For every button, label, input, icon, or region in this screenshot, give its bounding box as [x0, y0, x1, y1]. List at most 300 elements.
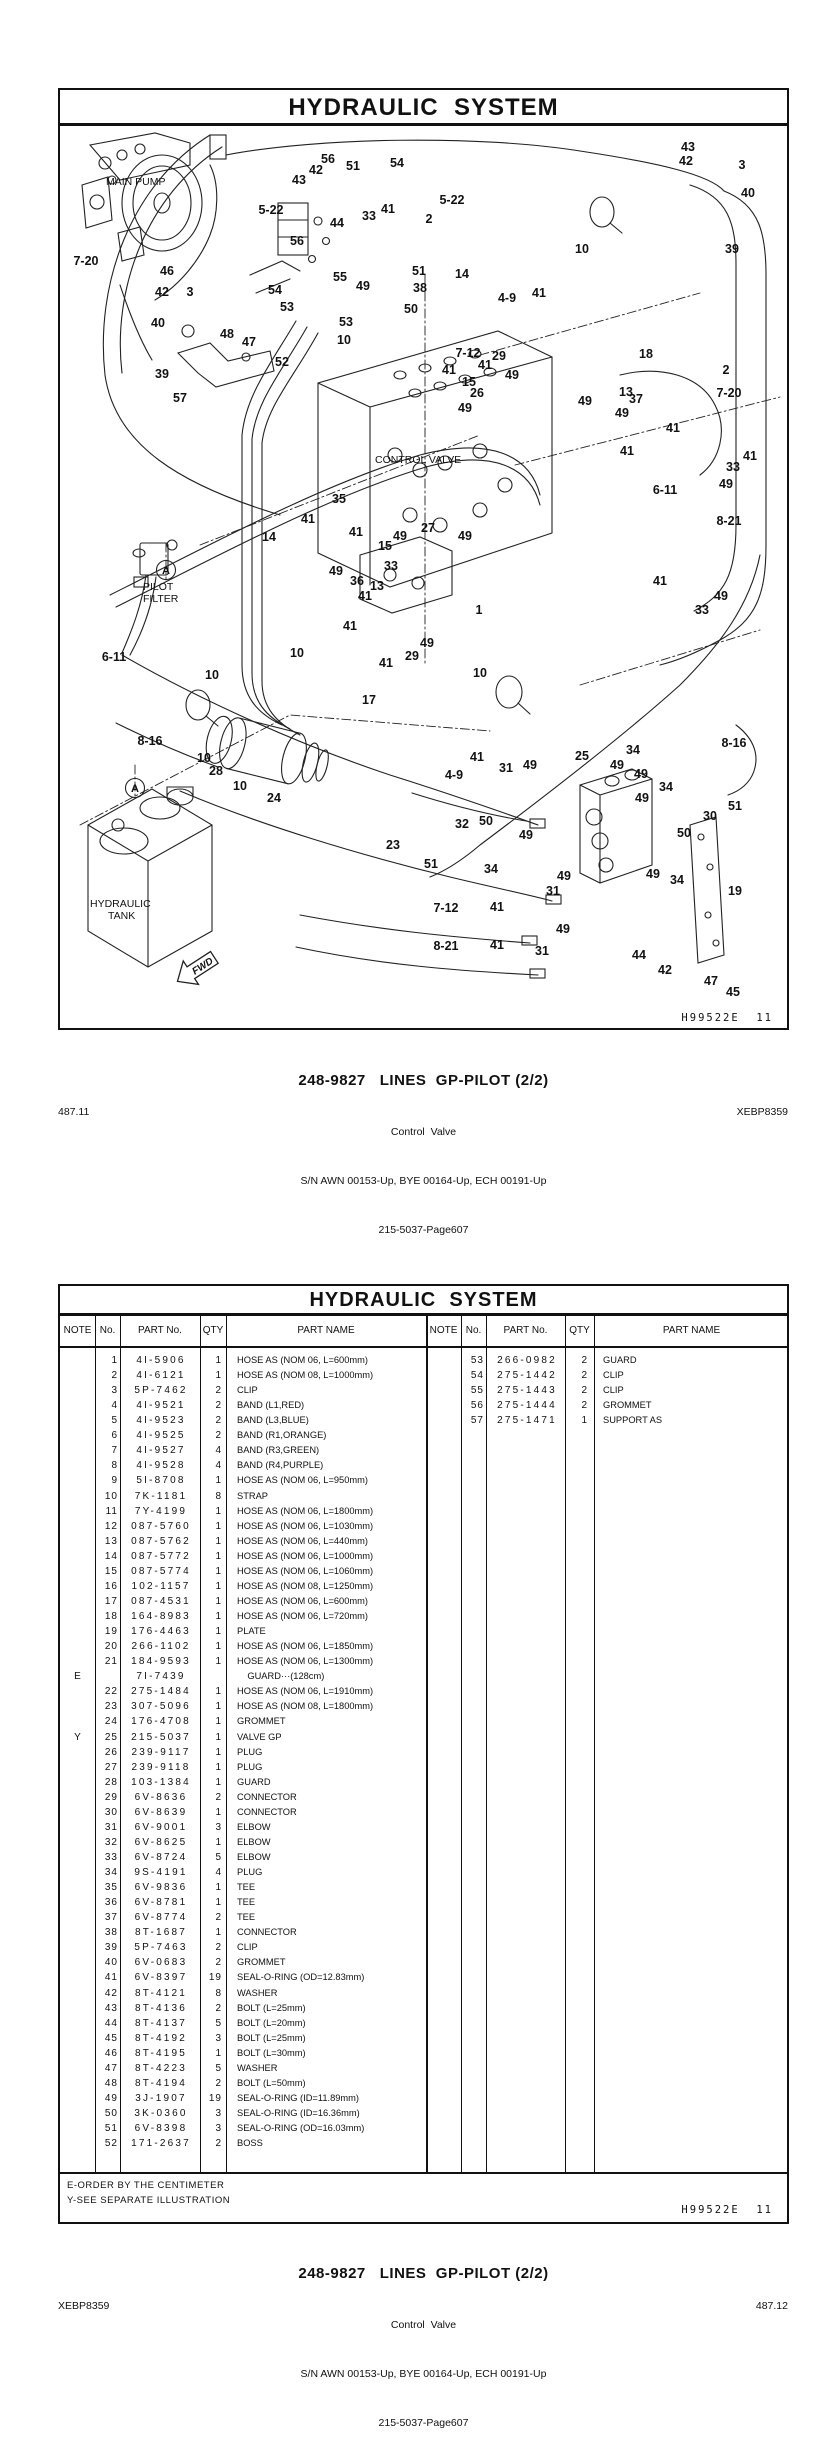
cell-no: 10 [104, 1490, 118, 1502]
callout-number: 23 [386, 838, 400, 852]
callout-number: 49 [329, 564, 343, 578]
cell-part-name: HOSE AS (NOM 06, L=720mm) [237, 1611, 368, 1622]
callout-number: 47 [242, 335, 256, 349]
cell-part-number: 6V-8397 [134, 1972, 188, 1984]
cell-part-name: PLUG [237, 1761, 263, 1772]
cell-qty: 1 [215, 1731, 222, 1743]
callout-number: 40 [151, 316, 165, 330]
callout-number: 33 [384, 559, 398, 573]
cell-note [60, 1896, 95, 1909]
filter-cylinder-art [201, 712, 333, 792]
svg-text:FWD: FWD [190, 955, 216, 978]
cell-no: 54 [470, 1370, 484, 1382]
cell-part-name: HOSE AS (NOM 06, L=1030mm) [237, 1520, 374, 1531]
callout-number: 33 [726, 460, 740, 474]
callout-number: 56 [290, 234, 304, 248]
cell-no: 39 [104, 1942, 118, 1954]
cell-no: 50 [104, 2108, 118, 2119]
col-header-note-r: NOTE [429, 1325, 458, 1336]
callout-number: 49 [356, 279, 370, 293]
cell-part-name: CLIP [603, 1385, 624, 1396]
cell-part-number: 4I-9521 [136, 1400, 186, 1412]
cell-qty [196, 1670, 222, 1683]
callout-number: 7-12 [455, 346, 481, 360]
cell-note [60, 1474, 95, 1487]
callout-number: 27 [421, 521, 435, 535]
callout-number: 41 [301, 512, 315, 526]
col-header-part-l: PART No. [138, 1325, 182, 1336]
cell-part-number: 8T-4223 [134, 2062, 188, 2074]
cell-no: 32 [104, 1836, 118, 1848]
callout-number: 15 [378, 539, 392, 553]
cell-part-name: HOSE AS (NOM 08, L=1250mm) [237, 1580, 374, 1591]
cell-note [60, 1444, 95, 1457]
callout-number: 42 [658, 963, 672, 977]
cell-note [60, 1610, 95, 1623]
cell-part-number: 4I-9527 [136, 1445, 186, 1457]
cell-part-number: 6V-9836 [134, 1882, 188, 1894]
callout-number: 49 [635, 791, 649, 805]
cell-note [426, 1354, 461, 1367]
callout-number: 34 [670, 873, 684, 887]
cell-part-number: 8T-4136 [134, 2002, 188, 2014]
callout-number: 10 [233, 779, 247, 793]
col-header-name-r: PART NAME [662, 1325, 721, 1336]
cell-part-name: HOSE AS (NOM 06, L=1060mm) [237, 1565, 374, 1576]
cell-qty: 1 [215, 1897, 222, 1909]
cell-note [60, 1971, 95, 1984]
callout-number: 2 [425, 212, 433, 226]
cell-part-name: GROMMET [237, 1716, 286, 1727]
cell-note [60, 2092, 95, 2105]
cell-no: 3 [111, 1385, 118, 1397]
cell-no: 2 [111, 1370, 118, 1382]
cell-note [60, 1761, 95, 1774]
svg-text:A: A [162, 565, 170, 577]
cell-qty: 1 [215, 1355, 222, 1366]
cell-part-number: 6V-9001 [134, 1821, 188, 1833]
callout-number: 8-16 [721, 736, 747, 750]
cell-qty: 1 [215, 1716, 222, 1728]
cell-part-name: TEE [237, 1897, 256, 1908]
cell-note [60, 1429, 95, 1442]
callout-number: 49 [523, 758, 537, 772]
callout-number: 49 [519, 828, 533, 842]
cell-qty: 1 [215, 1686, 222, 1698]
cell-part-name: SEAL-O-RING (ID=16.36mm) [237, 2108, 360, 2118]
cell-qty: 2 [215, 1415, 222, 1427]
callout-number: 10 [290, 646, 304, 660]
cell-part-number: 087-4531 [131, 1595, 191, 1607]
cell-note [60, 1821, 95, 1834]
cell-note [60, 1685, 95, 1698]
callout-number: 50 [404, 302, 418, 316]
cell-part-number: 6V-8639 [134, 1806, 188, 1818]
cell-qty: 8 [215, 1987, 222, 1999]
callout-number: 45 [726, 985, 740, 999]
cell-qty: 2 [215, 2002, 222, 2014]
cell-qty: 1 [215, 1580, 222, 1592]
page2-number: 487.12 [755, 2300, 788, 2312]
cell-note [60, 1806, 95, 1819]
cell-qty: 8 [215, 1490, 222, 1502]
cell-part-number: 9S-4191 [134, 1867, 188, 1879]
callout-number: 49 [458, 401, 472, 415]
callout-number: 32 [455, 817, 469, 831]
cell-part-number: 307-5096 [131, 1701, 191, 1713]
cell-qty: 1 [215, 1882, 222, 1894]
cell-part-name: BAND (R4,PURPLE) [237, 1460, 324, 1471]
callout-number: 41 [379, 656, 393, 670]
callout-number: 14 [262, 530, 276, 544]
cell-note [60, 1565, 95, 1578]
cell-qty: 4 [215, 1867, 222, 1879]
callout-number: 49 [505, 368, 519, 382]
cell-qty: 2 [215, 1791, 222, 1803]
cell-part-name: CONNECTOR [237, 1927, 297, 1938]
cell-no: 16 [104, 1580, 118, 1592]
cell-note [60, 2077, 95, 2090]
cell-part-name: STRAP [237, 1490, 268, 1501]
cell-qty: 5 [215, 2017, 222, 2029]
cell-part-number: 164-8983 [131, 1611, 191, 1623]
page1-frame [58, 88, 789, 1030]
cell-part-number: 275-1443 [497, 1385, 557, 1397]
cell-no: 14 [104, 1550, 118, 1562]
cell-no: 51 [104, 2123, 118, 2135]
cell-note: E [74, 1671, 81, 1683]
diagram-text-label: FILTER [143, 593, 179, 605]
callout-number: 43 [292, 173, 306, 187]
cell-note: Y [74, 1731, 81, 1743]
cell-part-name: CLIP [603, 1370, 624, 1381]
footnote-e: E-ORDER BY THE CENTIMETER [67, 2180, 225, 2191]
cell-part-name: SEAL-O-RING (OD=16.03mm) [237, 2123, 365, 2134]
cell-part-number: 275-1442 [497, 1370, 557, 1382]
callout-number: 4-9 [444, 768, 464, 782]
cell-no: 5 [111, 1415, 118, 1427]
cell-no: 37 [104, 1912, 118, 1924]
cell-qty: 1 [215, 1641, 222, 1653]
cell-part-name: PLUG [237, 1867, 263, 1878]
cell-part-number: 6V-8774 [134, 1912, 188, 1924]
cell-part-name: HOSE AS (NOM 06, L=440mm) [237, 1535, 368, 1546]
cell-qty: 1 [215, 1701, 222, 1713]
callout-number: 2 [722, 363, 730, 377]
callout-number: 31 [546, 884, 560, 898]
col-header-qty-r: QTY [569, 1325, 590, 1336]
callout-number: 18 [639, 347, 653, 361]
cell-qty: 3 [215, 2108, 222, 2119]
cell-part-number: 6V-8398 [134, 2123, 188, 2135]
caption-part-title: 248-9827 LINES GP-PILOT (2/2) [298, 2265, 549, 2282]
cell-note [60, 1640, 95, 1653]
cell-part-name: BOSS [237, 2138, 263, 2149]
cell-part-number: 266-1102 [131, 1641, 191, 1653]
cell-part-number: 6V-8724 [134, 1851, 188, 1863]
caption-subtitle: Control Valve [390, 1126, 457, 1138]
cell-qty: 1 [581, 1415, 588, 1427]
cell-note [60, 1550, 95, 1563]
cell-no: 29 [104, 1791, 118, 1803]
cell-part-name: CONNECTOR [237, 1791, 297, 1802]
cell-part-number: 8T-1687 [134, 1927, 188, 1939]
callout-number: 1 [475, 603, 483, 617]
page1-form-code: XEBP8359 [736, 1106, 788, 1118]
cell-part-name: HOSE AS (NOM 08, L=1800mm) [237, 1701, 374, 1712]
plate-art [690, 817, 724, 963]
page1-title: HYDRAULIC SYSTEM [288, 94, 559, 121]
cell-part-name: HOSE AS (NOM 06, L=1300mm) [237, 1656, 374, 1667]
callout-number: 49 [714, 589, 728, 603]
page1-number: 487.11 [58, 1106, 90, 1118]
callout-number: 46 [160, 264, 174, 278]
diagram-text-label: CONTROL VALVE [375, 454, 462, 466]
cell-part-name: BOLT (L=25mm) [237, 2032, 306, 2043]
page2-caption [58, 2229, 789, 2447]
drawing-code-page1: H99522E 11 [681, 1012, 773, 1024]
cell-qty: 2 [215, 1385, 222, 1397]
callout-number: 50 [677, 826, 691, 840]
hose-left-arc [103, 135, 280, 515]
cell-note [60, 1881, 95, 1894]
cell-note [60, 1625, 95, 1638]
cell-qty: 1 [215, 2047, 222, 2059]
cell-no: 44 [104, 2017, 118, 2029]
cell-part-number: 239-9118 [131, 1761, 191, 1773]
cell-qty: 1 [215, 1505, 222, 1517]
cell-no: 26 [104, 1746, 118, 1758]
cell-qty: 2 [581, 1385, 588, 1397]
callout-number: 41 [442, 363, 456, 377]
cell-note [60, 2122, 95, 2135]
cell-part-number: 4I-9525 [136, 1430, 186, 1442]
callout-number: 41 [470, 750, 484, 764]
cell-qty: 2 [215, 2138, 222, 2150]
cell-note [60, 2107, 95, 2120]
cell-part-name: CLIP [237, 1942, 258, 1953]
cell-note [60, 2062, 95, 2075]
cell-part-name: WASHER [237, 2062, 278, 2073]
cell-no: 24 [104, 1716, 118, 1728]
cell-qty: 2 [581, 1355, 588, 1366]
cell-qty: 1 [215, 1535, 222, 1547]
callout-number: 41 [620, 444, 634, 458]
callout-number: 31 [499, 761, 513, 775]
callout-number: 41 [490, 900, 504, 914]
cell-part-number: 4I-9523 [136, 1415, 186, 1427]
cell-part-number: 184-9593 [131, 1656, 191, 1668]
callout-number: 53 [339, 315, 353, 329]
callout-number: 42 [679, 154, 693, 168]
cell-part-number: 087-5774 [131, 1565, 191, 1577]
cell-part-name: PLUG [237, 1746, 263, 1757]
callout-number: 49 [458, 529, 472, 543]
pilot-valve-block-art [580, 769, 652, 883]
callout-number: 49 [578, 394, 592, 408]
caption-pageref: 215-5037-Page607 [378, 2417, 469, 2429]
cell-part-name: ELBOW [237, 1836, 271, 1847]
cell-note [60, 1655, 95, 1668]
caption-subtitle: Control Valve [390, 2319, 457, 2331]
cell-part-number: 102-1157 [131, 1580, 191, 1592]
cell-no: 35 [104, 1882, 118, 1894]
cell-qty: 1 [215, 1656, 222, 1668]
cell-part-number: 7Y-4199 [134, 1505, 188, 1517]
cell-qty: 2 [215, 2077, 222, 2089]
cell-part-number: 8T-4121 [134, 1987, 188, 1999]
cell-qty: 2 [215, 1912, 222, 1924]
cell-part-number: 5I-8708 [136, 1475, 186, 1487]
cell-no: 30 [104, 1806, 118, 1818]
callout-number: 34 [626, 743, 640, 757]
callout-number: 55 [333, 270, 347, 284]
callout-number: 3 [738, 158, 746, 172]
callout-number: 36 [350, 574, 364, 588]
callout-number: 33 [362, 209, 376, 223]
callout-number: 34 [484, 862, 498, 876]
drawing-code-page2: H99522E 11 [681, 2204, 773, 2216]
cell-note [60, 2002, 95, 2015]
callout-number: 43 [681, 140, 695, 154]
callout-number: 30 [703, 809, 717, 823]
cell-qty: 1 [215, 1475, 222, 1487]
cell-part-name: HOSE AS (NOM 06, L=600mm) [237, 1595, 368, 1606]
cell-qty: 1 [215, 1746, 222, 1758]
cell-part-name: GUARD···(128cm) [237, 1671, 325, 1682]
cell-part-number: 176-4463 [131, 1626, 191, 1638]
col-header-no-l: No. [99, 1325, 116, 1336]
parts-table-left [60, 1286, 426, 2172]
callout-number: 49 [634, 767, 648, 781]
cell-part-number: 8T-4194 [134, 2077, 188, 2089]
callout-number: 10 [197, 751, 211, 765]
callout-number: 51 [424, 857, 438, 871]
callout-number: 50 [479, 814, 493, 828]
cell-note [60, 1384, 95, 1397]
cell-note [60, 1941, 95, 1954]
callout-number: 38 [413, 281, 427, 295]
cell-part-number: 239-9117 [131, 1746, 191, 1758]
cell-qty: 3 [215, 2123, 222, 2135]
cell-part-name: HOSE AS (NOM 06, L=950mm) [237, 1475, 368, 1486]
cell-no: 27 [104, 1761, 118, 1773]
callout-number: 15 [462, 375, 476, 389]
callout-number: 42 [155, 285, 169, 299]
cell-qty: 1 [215, 1626, 222, 1638]
cell-no: 55 [470, 1385, 484, 1397]
callout-number: 51 [346, 159, 360, 173]
cell-no: 21 [104, 1656, 118, 1668]
cell-note [60, 1987, 95, 2000]
cell-no: 52 [104, 2138, 118, 2150]
cell-no: 38 [104, 1927, 118, 1939]
cell-qty: 1 [215, 1565, 222, 1577]
callout-number: 44 [632, 948, 646, 962]
cell-note [60, 1595, 95, 1608]
cell-part-number: 8T-4192 [134, 2032, 188, 2044]
caption-serials: S/N AWN 00153-Up, BYE 00164-Up, ECH 00191-Up [300, 2368, 547, 2380]
parts-table-right [426, 1286, 789, 2172]
cell-qty: 1 [215, 1550, 222, 1562]
cell-no: 12 [104, 1520, 118, 1532]
callout-number: 51 [728, 799, 742, 813]
cell-part-name: GROMMET [237, 1957, 286, 1968]
cell-qty: 2 [215, 1400, 222, 1412]
cell-part-name: SEAL-O-RING (OD=12.83mm) [237, 1972, 365, 1983]
cell-no: 56 [470, 1400, 484, 1412]
cell-no: 31 [104, 1821, 118, 1833]
cell-qty: 2 [215, 1957, 222, 1969]
callout-number: 41 [349, 525, 363, 539]
cell-part-number: 275-1444 [497, 1400, 557, 1412]
callout-number: 25 [575, 749, 589, 763]
cell-part-name: TEE [237, 1912, 256, 1923]
cell-part-name: SUPPORT AS [603, 1415, 663, 1426]
cell-part-name: BOLT (L=25mm) [237, 2002, 306, 2013]
callout-number: 35 [332, 492, 346, 506]
footnote-y: Y-SEE SEPARATE ILLUSTRATION [67, 2195, 231, 2206]
cell-no: 1 [111, 1355, 118, 1366]
cell-no: 43 [104, 2002, 118, 2014]
cell-note [60, 1956, 95, 1969]
cell-note [60, 1520, 95, 1533]
cell-qty: 1 [215, 1836, 222, 1848]
callout-number: 49 [393, 529, 407, 543]
cell-note [60, 2017, 95, 2030]
cell-part-name: BAND (L3,BLUE) [237, 1415, 309, 1426]
table-footnotes [67, 2178, 230, 2208]
cell-no: 49 [104, 2092, 118, 2104]
cell-no: 19 [104, 1626, 118, 1638]
cell-no: 40 [104, 1957, 118, 1969]
cell-part-name: VALVE GP [237, 1731, 282, 1742]
cell-part-name: PLATE [237, 1626, 266, 1637]
callout-number: 49 [615, 406, 629, 420]
cell-part-name: CLIP [237, 1385, 258, 1396]
cell-no: 4 [111, 1400, 118, 1412]
callout-number: 29 [492, 349, 506, 363]
cell-note [426, 1369, 461, 1382]
cell-qty: 1 [215, 1761, 222, 1773]
cell-note [60, 1700, 95, 1713]
cell-qty: 2 [215, 1942, 222, 1954]
cell-qty: 3 [215, 2032, 222, 2044]
cell-note [60, 1851, 95, 1864]
cell-part-number: 103-1384 [131, 1776, 191, 1788]
cell-no: 20 [104, 1641, 118, 1653]
cell-note [60, 2137, 95, 2150]
cell-note [60, 1414, 95, 1427]
callout-number: 7-20 [73, 254, 99, 268]
cell-note [60, 1490, 95, 1503]
cell-qty: 5 [215, 2062, 222, 2074]
cell-part-number: 8T-4137 [134, 2017, 188, 2029]
cell-no: 23 [104, 1701, 118, 1713]
cell-no: 9 [111, 1475, 118, 1487]
cell-part-number: 215-5037 [131, 1731, 191, 1743]
cell-part-number: 7K-1181 [134, 1490, 188, 1502]
cell-part-number: 3J-1907 [135, 2092, 187, 2104]
callout-number: 41 [358, 589, 372, 603]
svg-text:A: A [131, 783, 139, 795]
callout-number: 29 [405, 649, 419, 663]
callout-number: 10 [473, 666, 487, 680]
callout-number: 5-22 [439, 193, 465, 207]
cell-no: 17 [104, 1595, 118, 1607]
callout-number: 49 [556, 922, 570, 936]
cell-note [426, 1384, 461, 1397]
